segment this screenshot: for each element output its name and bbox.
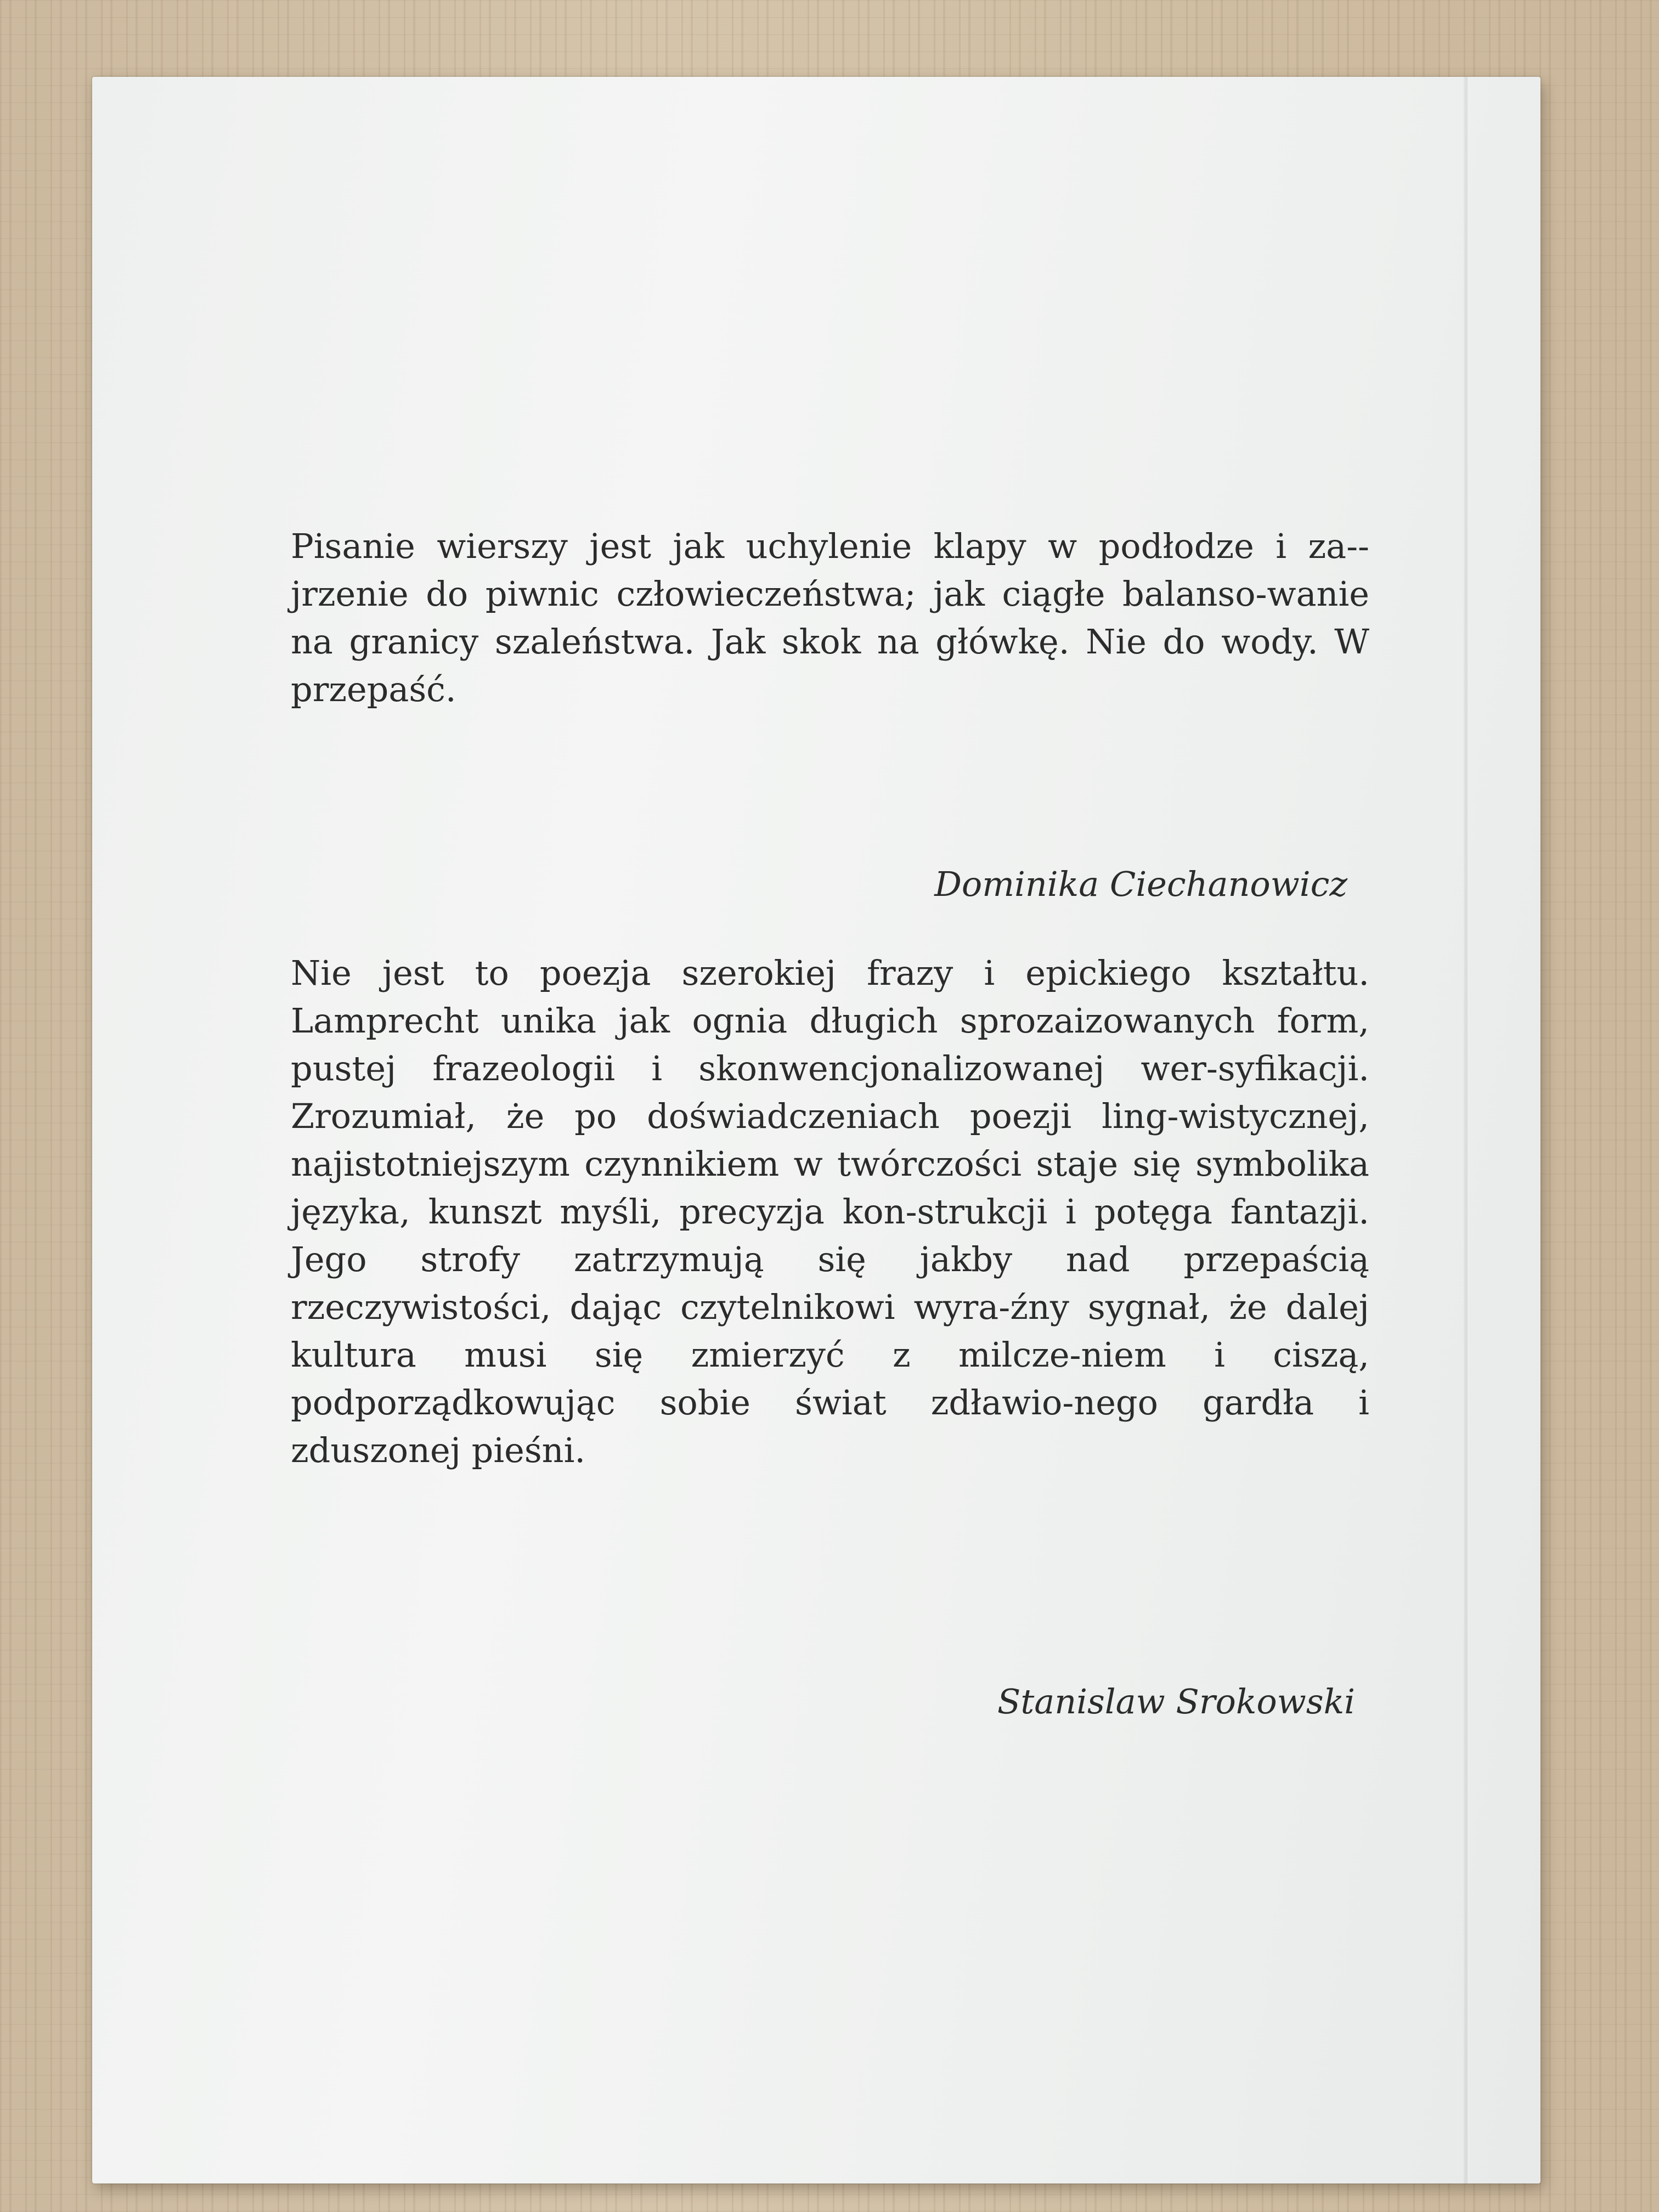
quote-text-2: Nie jest to poezja szerokiej frazy i epickiego kształtu. Lamprecht unika jak ognia długich sprozaizowanych form, pustej frazeologii i skonwencjonalizowanej wer-syfikacji. Zrozumiał, że po doświadczeniach poezji ling-wistycznej, najistotniejszym czynnikiem w twórczości staje się symbolika języka, kunszt myśli, precyzja kon-strukcji i potęga fantazji. Jego strofy zatrzymują się jakby nad przepaścią rzeczywistości, dając czytelnikowi wyra-źny sygnał, że dalej kultura musi się zmierzyć z milcze-niem i ciszą, podporządkowując sobie świat zdławio-nego gardła i zduszonej pieśni. — [291, 953, 1369, 1470]
cover-fold-line — [1464, 77, 1469, 2183]
quote-author-1: Dominika Ciechanowicz — [934, 864, 1347, 904]
book-back-cover — [92, 77, 1541, 2183]
quote-author-2: Stanislaw Srokowski — [997, 1681, 1355, 1722]
quote-text-1: Pisanie wierszy jest jak uchylenie klapy w podłodze i za-jrzenie do piwnic człowieczeństwa; jak ciągłe balanso-wanie na granicy szaleństwa. Jak skok na główkę. Nie do wody. W przepaść. — [291, 526, 1369, 709]
